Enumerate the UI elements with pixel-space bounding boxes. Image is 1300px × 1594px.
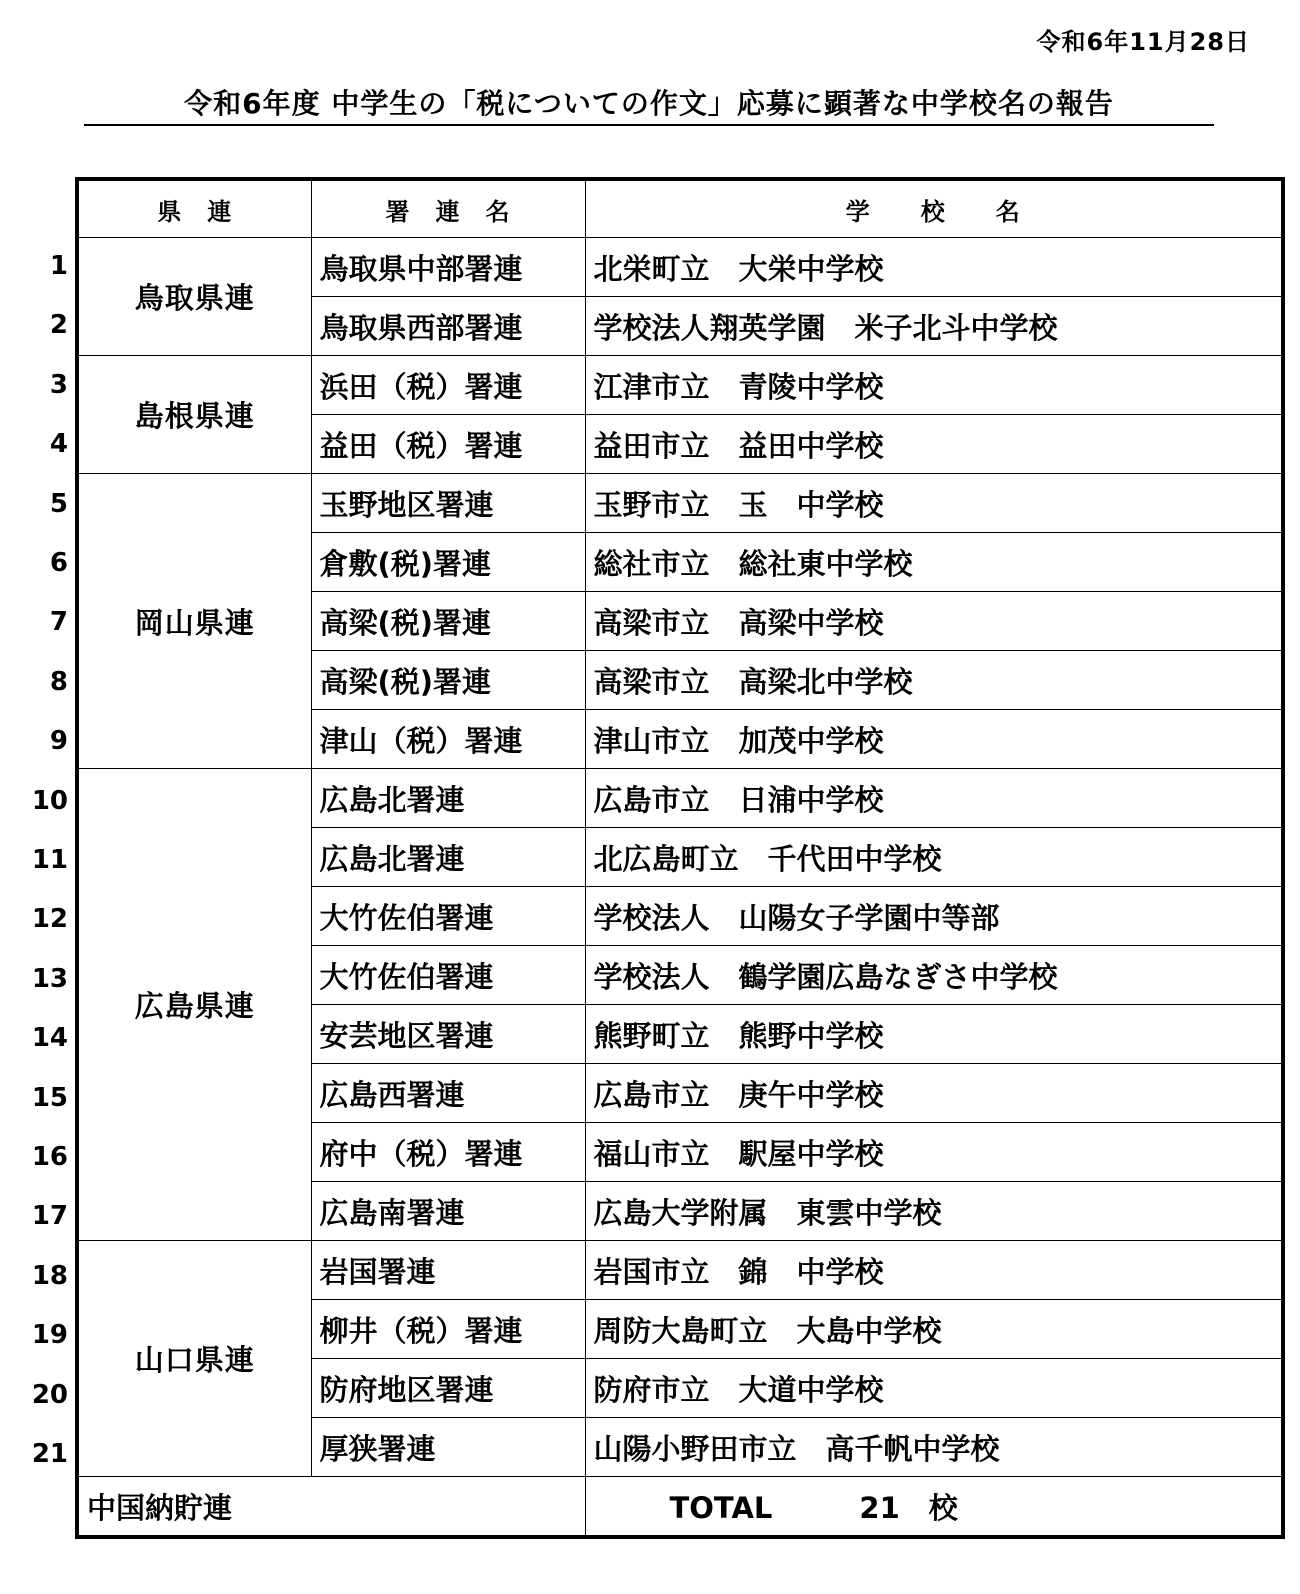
- header-prefecture: 県 連: [77, 179, 311, 238]
- row-number: 11: [31, 845, 68, 875]
- prefecture-cell: 島根県連: [77, 356, 311, 474]
- prefecture-cell: 岡山県連: [77, 474, 311, 769]
- row-number: 14: [31, 1023, 68, 1054]
- school-cell: 広島大学附属 東雲中学校: [585, 1182, 1283, 1241]
- row-number: 5: [49, 488, 68, 519]
- footer-label: 中国納貯連: [77, 1477, 585, 1538]
- school-cell: 北栄町立 大栄中学校: [585, 238, 1283, 297]
- table-row: [77, 238, 1283, 297]
- branch-cell: 大竹佐伯署連: [311, 887, 585, 946]
- row-number: 9: [49, 726, 68, 757]
- table-row: [77, 1241, 1283, 1300]
- school-cell: 学校法人 鶴学園広島なぎさ中学校: [585, 946, 1283, 1005]
- branch-cell: 安芸地区署連: [311, 1005, 585, 1064]
- school-cell: 広島市立 庚午中学校: [585, 1064, 1283, 1123]
- branch-cell: 高梁(税)署連: [311, 592, 585, 651]
- row-number: 19: [31, 1320, 68, 1351]
- row-number: 4: [49, 429, 68, 460]
- branch-cell: 広島西署連: [311, 1064, 585, 1123]
- school-cell: 学校法人翔英学園 米子北斗中学校: [585, 297, 1283, 356]
- row-number: 1: [49, 251, 68, 281]
- branch-cell: 玉野地区署連: [311, 474, 585, 533]
- table-footer-row: [77, 1477, 1283, 1538]
- branch-cell: 柳井（税）署連: [311, 1300, 585, 1359]
- branch-cell: 高梁(税)署連: [311, 651, 585, 710]
- prefecture-cell: 鳥取県連: [77, 238, 311, 356]
- branch-cell: 鳥取県西部署連: [311, 297, 585, 356]
- row-number: 3: [49, 369, 68, 400]
- school-report-table: [75, 177, 1285, 1539]
- branch-cell: 益田（税）署連: [311, 415, 585, 474]
- prefecture-cell: 広島県連: [77, 769, 311, 1241]
- branch-cell: 広島北署連: [311, 828, 585, 887]
- school-cell: 岩国市立 錦 中学校: [585, 1241, 1283, 1300]
- branch-cell: 広島南署連: [311, 1182, 585, 1241]
- branch-cell: 鳥取県中部署連: [311, 238, 585, 297]
- school-cell: 山陽小野田市立 高千帆中学校: [585, 1418, 1283, 1477]
- row-number: 16: [31, 1142, 68, 1172]
- table-body: [77, 238, 1283, 1477]
- branch-cell: 府中（税）署連: [311, 1123, 585, 1182]
- row-number: 21: [31, 1439, 68, 1469]
- document-date: 令和6年11月28日: [1036, 28, 1250, 56]
- row-number: 17: [31, 1201, 68, 1232]
- document-title: 令和6年度 中学生の「税についての作文」応募に顕著な中学校名の報告: [84, 86, 1214, 126]
- row-number: 6: [49, 548, 68, 578]
- row-number: 18: [31, 1260, 68, 1291]
- branch-cell: 大竹佐伯署連: [311, 946, 585, 1005]
- prefecture-cell: 山口県連: [77, 1241, 311, 1477]
- branch-cell: 津山（税）署連: [311, 710, 585, 769]
- header-branch: 署 連 名: [311, 179, 585, 238]
- school-cell: 北広島町立 千代田中学校: [585, 828, 1283, 887]
- table-row: [77, 769, 1283, 828]
- footer-total: TOTAL 21 校: [585, 1477, 1283, 1538]
- header-school: 学 校 名: [585, 179, 1283, 238]
- school-cell: 広島市立 日浦中学校: [585, 769, 1283, 828]
- school-cell: 周防大島町立 大島中学校: [585, 1300, 1283, 1359]
- row-number: 15: [31, 1082, 68, 1113]
- school-cell: 総社市立 総社東中学校: [585, 533, 1283, 592]
- row-number: 7: [49, 607, 68, 638]
- table-row: [77, 356, 1283, 415]
- school-cell: 江津市立 青陵中学校: [585, 356, 1283, 415]
- branch-cell: 防府地区署連: [311, 1359, 585, 1418]
- row-number: 8: [49, 666, 68, 697]
- table-row: [77, 474, 1283, 533]
- school-cell: 防府市立 大道中学校: [585, 1359, 1283, 1418]
- school-cell: 学校法人 山陽女子学園中等部: [585, 887, 1283, 946]
- school-cell: 玉野市立 玉 中学校: [585, 474, 1283, 533]
- row-number: 20: [31, 1379, 68, 1410]
- school-cell: 高梁市立 高梁中学校: [585, 592, 1283, 651]
- row-number: 12: [31, 904, 68, 935]
- school-cell: 益田市立 益田中学校: [585, 415, 1283, 474]
- branch-cell: 岩国署連: [311, 1241, 585, 1300]
- row-number: 10: [31, 785, 68, 816]
- school-cell: 津山市立 加茂中学校: [585, 710, 1283, 769]
- row-number: 2: [49, 310, 68, 341]
- school-cell: 福山市立 駅屋中学校: [585, 1123, 1283, 1182]
- branch-cell: 厚狭署連: [311, 1418, 585, 1477]
- branch-cell: 浜田（税）署連: [311, 356, 585, 415]
- school-cell: 熊野町立 熊野中学校: [585, 1005, 1283, 1064]
- branch-cell: 広島北署連: [311, 769, 585, 828]
- school-cell: 高梁市立 高梁北中学校: [585, 651, 1283, 710]
- table-header-row: [77, 179, 1283, 238]
- row-number: 13: [31, 963, 68, 994]
- branch-cell: 倉敷(税)署連: [311, 533, 585, 592]
